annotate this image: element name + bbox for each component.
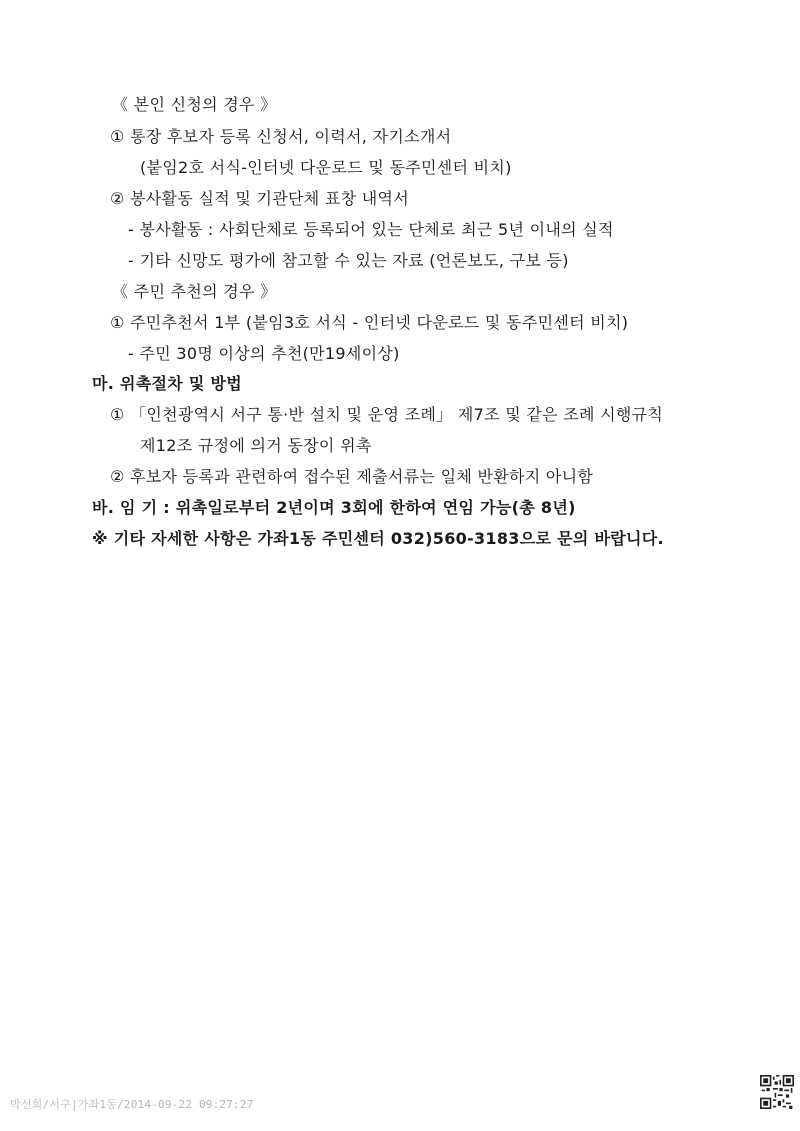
list-item-note: (붙임2호 서식-인터넷 다운로드 및 동주민센터 비치) (140, 158, 512, 177)
list-item: ① 주민추천서 1부 (붙임3호 서식 - 인터넷 다운로드 및 동주민센터 비치) (110, 313, 629, 332)
list-item-continuation: 제12조 규정에 의거 동장이 위촉 (140, 436, 372, 455)
section-heading-resident-recommendation: 《 주민 추천의 경우 》 (112, 282, 277, 301)
print-footer: 박선희/서구|가좌1동/2014-09-22 09:27:27 (10, 1098, 254, 1111)
section-heading-procedure: 마. 위촉절차 및 방법 (92, 374, 243, 393)
list-item: ① 「인천광역시 서구 통·반 설치 및 운영 조례」 제7조 및 같은 조례 시행규칙 (110, 405, 664, 424)
section-heading-self-application: 《 본인 신청의 경우 》 (112, 95, 277, 114)
list-item-detail: - 주민 30명 이상의 추천(만19세이상) (128, 344, 400, 363)
list-item-detail: - 기타 신망도 평가에 참고할 수 있는 자료 (언론보도, 구보 등) (128, 251, 569, 270)
list-item: ② 봉사활동 실적 및 기관단체 표창 내역서 (110, 189, 410, 208)
term-of-office: 바. 임 기 : 위촉일로부터 2년이며 3회에 한하여 연임 가능(총 8년) (92, 498, 576, 517)
list-item: ② 후보자 등록과 관련하여 접수된 제출서류는 일체 반환하지 아니함 (110, 467, 594, 486)
contact-note: ※ 기타 자세한 사항은 가좌1동 주민센터 032)560-3183으로 문의 바랍니다. (92, 529, 664, 548)
list-item: ① 통장 후보자 등록 신청서, 이력서, 자기소개서 (110, 127, 452, 146)
list-item-detail: - 봉사활동 : 사회단체로 등록되어 있는 단체로 최근 5년 이내의 실적 (128, 220, 614, 239)
qr-code-icon (760, 1075, 794, 1109)
